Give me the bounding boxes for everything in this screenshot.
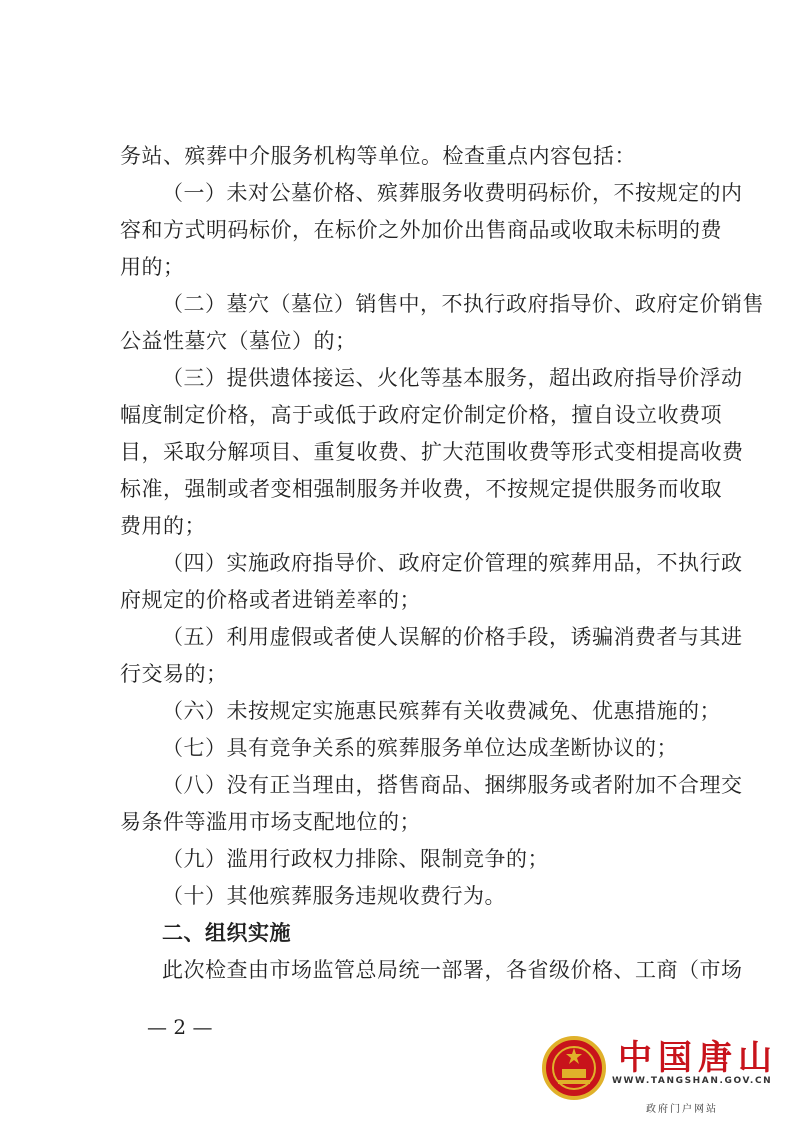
text-line: （六）未按规定实施惠民殡葬有关收费减免、优惠措施的； — [162, 699, 721, 723]
text-line: 目，采取分解项目、重复收费、扩大范围收费等形式变相提高收费 — [120, 440, 744, 464]
text-line: （二）墓穴（墓位）销售中，不执行政府指导价、政府定价销售 — [162, 292, 764, 316]
text-line: （五）利用虚假或者使人误解的价格手段，诱骗消费者与其进 — [162, 625, 743, 649]
brand-title: 中国唐山 — [618, 1038, 778, 1078]
portal-label: 政府门户网站 — [646, 1104, 718, 1115]
site-watermark-logo — [542, 1030, 782, 1116]
national-emblem-icon — [542, 1036, 606, 1100]
text-line: （七）具有竞争关系的殡葬服务单位达成垄断协议的； — [162, 736, 678, 760]
text-line: 用的； — [120, 255, 185, 279]
text-line: 标准，强制或者变相强制服务并收费，不按规定提供服务而收取 — [120, 477, 722, 501]
text-line: 府规定的价格或者进销差率的； — [120, 588, 421, 612]
text-line: 行交易的； — [120, 662, 228, 686]
text-line: （四）实施政府指导价、政府定价管理的殡葬用品，不执行政 — [162, 551, 743, 575]
section-heading: 二、组织实施 — [162, 921, 291, 945]
text-line: 幅度制定价格，高于或低于政府定价制定价格，擅自设立收费项 — [120, 403, 722, 427]
page-number: — 2 — — [147, 1015, 213, 1039]
text-line: （一）未对公墓价格、殡葬服务收费明码标价，不按规定的内 — [162, 181, 743, 205]
text-line: 务站、殡葬中介服务机构等单位。检查重点内容包括： — [120, 144, 636, 168]
text-line: 费用的； — [120, 514, 206, 538]
text-line: 容和方式明码标价，在标价之外加价出售商品或收取未标明的费 — [120, 218, 722, 242]
text-line: 公益性墓穴（墓位）的； — [120, 329, 357, 353]
text-line: （九）滥用行政权力排除、限制竞争的； — [162, 847, 549, 871]
text-line: 易条件等滥用市场支配地位的； — [120, 810, 421, 834]
text-line: （八）没有正当理由，搭售商品、捆绑服务或者附加不合理交 — [162, 773, 743, 797]
site-url: WWW.TANGSHAN.GOV.CN — [612, 1076, 773, 1086]
text-line: （十）其他殡葬服务违规收费行为。 — [162, 884, 506, 908]
text-line: （三）提供遗体接运、火化等基本服务，超出政府指导价浮动 — [162, 366, 743, 390]
text-line: 此次检查由市场监管总局统一部署，各省级价格、工商（市场 — [162, 958, 743, 982]
